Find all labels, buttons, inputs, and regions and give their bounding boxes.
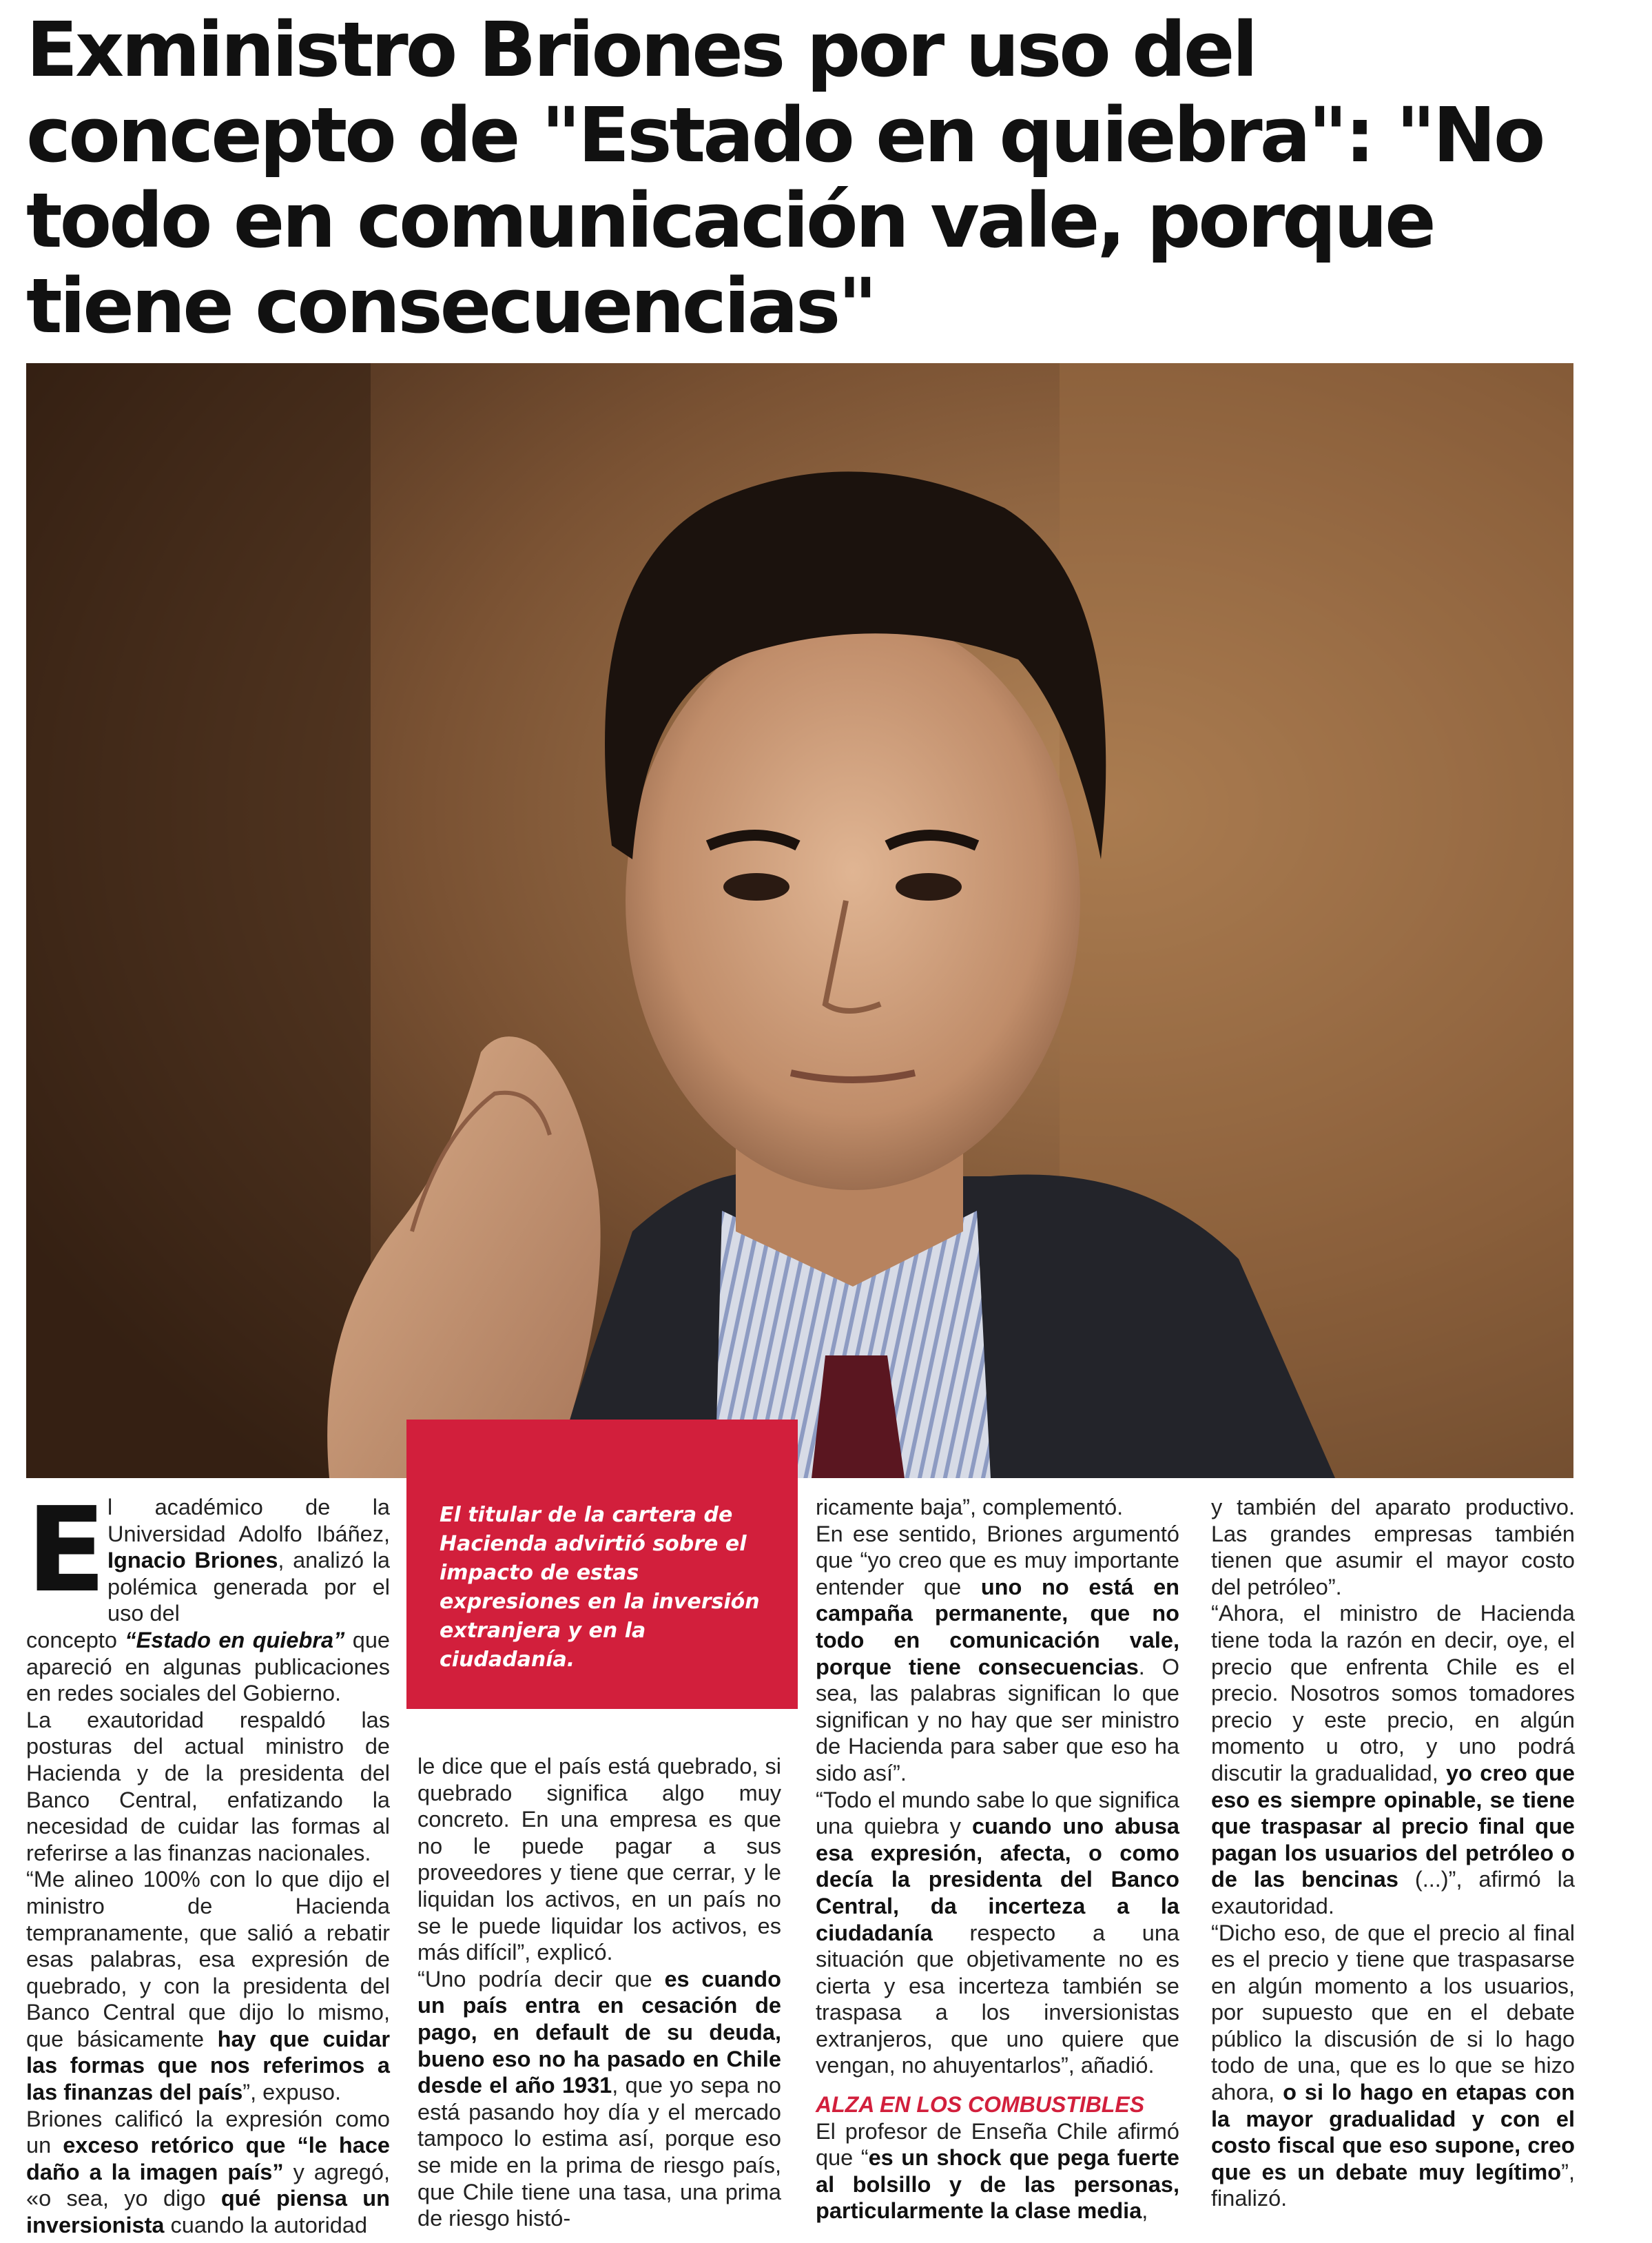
article-column-4 [1211, 1494, 1575, 2212]
article-paragraph: La exautoridad respaldó las posturas del actual ministro de Hacienda y de la presidenta del Banco Central, enfatizando la necesidad de cuidar las formas al referirse a las finanzas nacionales. [26, 1707, 390, 1865]
article-paragraph: “Uno podría decir que es cuando un país entra en cesación de pago, en default de su deuda, bueno eso no ha pasado en Chile desde el año 1931, que yo sepa no está pasando hoy día y el mercado tampoco lo estima así, porque eso se mide en la prima de riesgo país, que Chile tiene una tasa, una prima de riesgo histó- [417, 1966, 781, 2231]
article-paragraph: En ese sentido, Briones argumentó que “yo creo que es muy importante entender que uno no está en campaña permanente, que no todo en comunicación vale, porque tiene consecuencias. O sea, las palabras significan lo que significan y no hay que ser ministro de Hacienda para saber que eso ha sido así”. [816, 1521, 1179, 1785]
article-paragraph: “Me alineo 100% con lo que dijo el ministro de Hacienda tempranamente, que salió a rebatir esas palabras, esa expresión de quebrado, y con la presidenta del Banco Central que dijo lo mismo, que básicamente hay que cuidar las formas que nos referimos a las finanzas del país”, expuso. [26, 1867, 390, 2105]
article-paragraph: “Todo el mundo sabe lo que significa una quiebra y cuando uno abusa esa expresión, afecta, o como decía la presidenta del Banco Central, da incerteza a la ciudadanía respecto a una situación que objetivamente no es cierta y esa incerteza también se traspasa a los inversionistas extranjeros, que uno quiere que vengan, no ahuyentarlos”, añadió. [816, 1787, 1180, 2078]
article-column-3 [816, 1494, 1179, 2224]
article-column-1 [26, 1482, 390, 2239]
portrait-photo [26, 363, 1573, 1478]
article-photo [26, 363, 1573, 1478]
article-paragraph: y también del aparato productivo. Las grandes empresas también tienen que asumir el mayor costo del petróleo”. [1211, 1495, 1575, 1599]
headline: Exministro Briones por uso del concepto de "Estado en quiebra": "No todo en comunicación vale, porque tiene consecuencias" [26, 6, 1543, 350]
article-paragraph: Briones calificó la expresión como un exceso retórico que “le hace daño a la imagen país” y agregó, «o sea, yo digo qué piensa un inversionista cuando la autoridad [26, 2106, 390, 2238]
article-paragraph: le dice que el país está quebrado, si quebrado significa algo muy concreto. En una empresa es que no le puede pagar a sus proveedores y tiene que cerrar, y le liquidan los activos, en un país no se le puede liquidar los activos, es más difícil”, explicó. [417, 1754, 781, 1965]
article-column-2 [417, 1753, 781, 2232]
callout-text: El titular de la cartera de Hacienda advirtió sobre el impacto de estas expresiones en la inversión extranjera y en la ciudadanía. [440, 1503, 760, 1672]
article-paragraph: concepto “Estado en quiebra” que apareció en algunas publicaciones en redes sociales del Gobierno. [26, 1627, 390, 1706]
article-paragraph: l académico de la Universidad Adolfo Ibáñez, Ignacio Briones, analizó la polémica generada por el uso del [107, 1495, 390, 1626]
article-paragraph: “Dicho eso, de que el precio al final es el precio y tiene que traspasarse en algún momento a los usuarios, por supuesto que en el debate público la discusión de si lo hago todo de una, que es lo que se hizo ahora, o si lo hago en etapas con la mayor gradualidad y con el costo fiscal que eso supone, creo que es un debate muy legítimo”, finalizó. [1211, 1920, 1575, 2211]
article-paragraph: “Ahora, el ministro de Hacienda tiene toda la razón en decir, oye, el precio que enfrenta Chile es el precio. Nosotros somos tomadores precio y este precio, en algún momento u otro, y uno podrá discutir la gradualidad, yo creo que eso es siempre opinable, se tiene que traspasar al precio final que pagan los usuarios del petróleo o de las bencinas (...)”, afirmó la exautoridad. [1211, 1601, 1575, 1918]
article-paragraph: El profesor de Enseña Chile afirmó que “es un shock que pega fuerte al bolsillo y de las personas, particularmente la clase media, [816, 2118, 1179, 2224]
callout-box [406, 1420, 798, 1709]
section-subhead: ALZA EN LOS COMBUSTIBLES [816, 2092, 1145, 2118]
drop-cap: E [26, 1482, 107, 1619]
article-paragraph: ricamente baja”, complementó. [816, 1495, 1124, 1519]
